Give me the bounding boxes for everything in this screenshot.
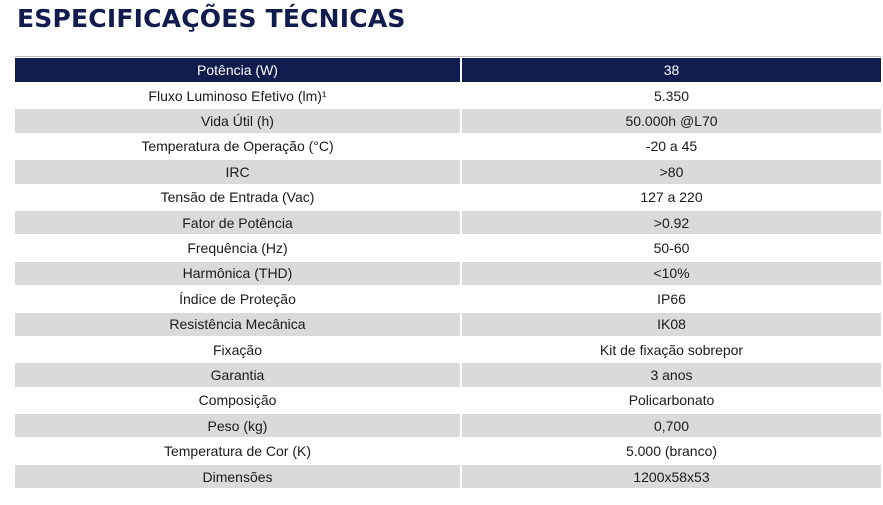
table-header-row: [15, 58, 881, 84]
spec-table: [15, 58, 881, 490]
table-row: [15, 439, 881, 464]
header-label-cell: Potência (W): [15, 58, 462, 84]
spec-value-cell: IK08: [462, 313, 881, 338]
spec-label-cell: Fluxo Luminoso Efetivo (lm)¹: [15, 84, 462, 109]
table-row: [15, 186, 881, 211]
spec-value-cell: 5.000 (branco): [462, 439, 881, 464]
spec-label-cell: Índice de Proteção: [15, 287, 462, 312]
table-row: [15, 262, 881, 287]
spec-label-cell: Temperatura de Cor (K): [15, 439, 462, 464]
spec-label-cell: Fator de Potência: [15, 211, 462, 236]
table-row: [15, 236, 881, 261]
table-row: [15, 287, 881, 312]
spec-table-body: [15, 58, 881, 490]
spec-value-cell: 1200x58x53: [462, 465, 881, 490]
table-row: [15, 363, 881, 388]
spec-value-cell: <10%: [462, 262, 881, 287]
spec-value-cell: 5.350: [462, 84, 881, 109]
spec-label-cell: Vida Útil (h): [15, 109, 462, 134]
table-row: [15, 211, 881, 236]
table-row: [15, 389, 881, 414]
table-row: [15, 160, 881, 185]
spec-value-cell: 127 a 220: [462, 186, 881, 211]
spec-label-cell: IRC: [15, 160, 462, 185]
spec-label-cell: Composição: [15, 389, 462, 414]
spec-value-cell: 3 anos: [462, 363, 881, 388]
spec-value-cell: Policarbonato: [462, 389, 881, 414]
table-row: [15, 338, 881, 363]
table-row: [15, 84, 881, 109]
spec-label-cell: Harmônica (THD): [15, 262, 462, 287]
spec-value-cell: IP66: [462, 287, 881, 312]
spec-value-cell: >80: [462, 160, 881, 185]
spec-value-cell: -20 a 45: [462, 135, 881, 160]
spec-value-cell: 50-60: [462, 236, 881, 261]
table-row: [15, 313, 881, 338]
spec-value-cell: >0.92: [462, 211, 881, 236]
spec-label-cell: Tensão de Entrada (Vac): [15, 186, 462, 211]
spec-value-cell: Kit de fixação sobrepor: [462, 338, 881, 363]
title-divider: [15, 56, 881, 57]
header-value-cell: 38: [462, 58, 881, 84]
spec-label-cell: Fixação: [15, 338, 462, 363]
spec-label-cell: Peso (kg): [15, 414, 462, 439]
table-row: [15, 135, 881, 160]
spec-label-cell: Dimensões: [15, 465, 462, 490]
spec-label-cell: Garantia: [15, 363, 462, 388]
table-row: [15, 109, 881, 134]
spec-label-cell: Resistência Mecânica: [15, 313, 462, 338]
spec-label-cell: Frequência (Hz): [15, 236, 462, 261]
spec-value-cell: 50.000h @L70: [462, 109, 881, 134]
page-title: ESPECIFICAÇÕES TÉCNICAS: [17, 4, 406, 33]
table-row: [15, 465, 881, 490]
spec-label-cell: Temperatura de Operação (°C): [15, 135, 462, 160]
table-row: [15, 414, 881, 439]
spec-value-cell: 0,700: [462, 414, 881, 439]
